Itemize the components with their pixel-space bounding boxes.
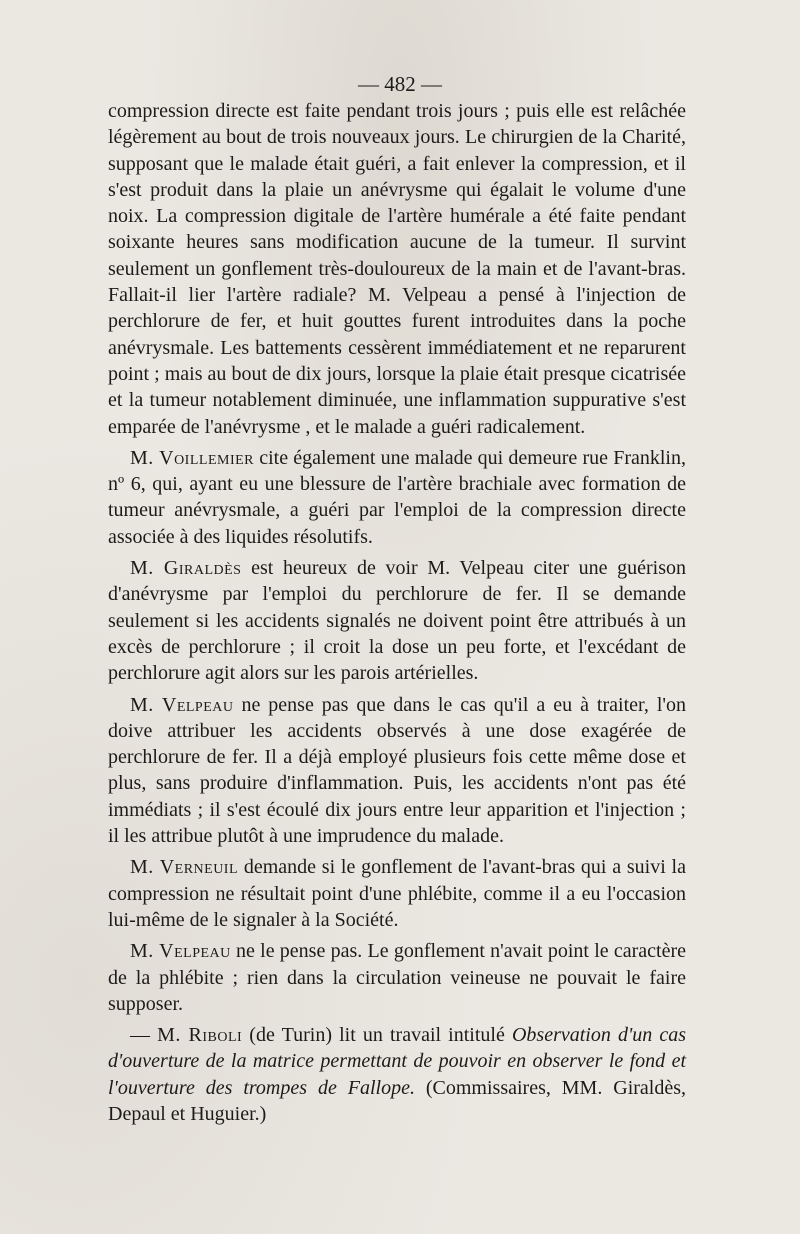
paragraph-7 bbox=[108, 1022, 686, 1127]
paragraph-text: (de Turin) lit un travail intitulé bbox=[242, 1024, 512, 1047]
speaker-name: M. Verneuil bbox=[130, 856, 239, 879]
work-title: Observation d'un cas d'ouverture de la matrice permettant de pouvoir en observer le fond et l'ouverture des trompes de Fallope. bbox=[108, 1024, 687, 1099]
paragraph-2 bbox=[108, 445, 686, 550]
speaker-name: M. Velpeau bbox=[130, 693, 234, 716]
paragraph-text: est heureux de voir M. Velpeau citer une guérison d'anévrysme par l'emploi du perchlorure de fer. Il se demande seulement si les accidents signalés ne doivent point être attribués à un excès de perchlorure ; il croit la dose un peu forte, et l'excédant de perchlorure agit alors sur les parois artérielles. bbox=[108, 557, 686, 685]
paragraph-5 bbox=[108, 854, 686, 933]
paragraph-3 bbox=[108, 555, 686, 686]
speaker-name: M. Velpeau bbox=[130, 940, 231, 963]
paragraph-text: ne le pense pas. Le gonflement n'avait point le caractère de la phlébite ; rien dans la circulation veineuse ne pouvait le faire supposer. bbox=[108, 940, 687, 1015]
paragraph-text: (Commissaires, MM. Giraldès, Depaul et Huguier.) bbox=[108, 1076, 687, 1125]
paragraph-1 bbox=[108, 98, 686, 440]
paragraph-6 bbox=[108, 938, 686, 1017]
paragraph-text: ne pense pas que dans le cas qu'il a eu à traiter, l'on doive attribuer les accidents observés à une dose exagérée de perchlorure de fer. Il a déjà employé plusieurs fois cette même dose et plus, sans produire d'inflammation. Puis, les accidents n'ont pas été immédiats ; il s'est écoulé dix jours entre leur apparition et l'injection ; il les attribue plutôt à une imprudence du malade. bbox=[108, 693, 686, 848]
speaker-name: M. Giraldès bbox=[130, 557, 242, 580]
page-number: — 482 — bbox=[358, 72, 442, 96]
body-text bbox=[108, 98, 686, 1127]
paragraph-text: compression directe est faite pendant trois jours ; puis elle est relâchée légèrement au bout de trois nouveaux jours. Le chirurgien de la Charité, supposant que le malade était guéri, a fait enlever la compression, et il s'est produit dans la plaie un anévrysme qui égalait le volume d'une noix. La compression digitale de l'artère humérale a été faite pendant soixante heures sans modification aucune de la tumeur. Il survint seulement un gonflement très-douloureux de la main et de l'avant-bras. Fallait-il lier l'artère radiale? M. Velpeau a pensé à l'injection de perchlorure de fer, et huit gouttes furent introduites dans la poche anévrysmale. Les battements cessèrent immédiatement et ne reparurent point ; mais au bout de dix jours, lorsque la plaie était presque cicatrisée et la tumeur notablement diminuée, une inflammation suppurative s'est emparée de l'anévrysme , et le malade a guéri radicalement. bbox=[108, 100, 686, 438]
dash: — bbox=[130, 1024, 158, 1047]
paragraph-text: cite également une malade qui demeure rue Franklin, nº 6, qui, ayant eu une blessure de l'artère brachiale avec formation de tumeur anévrysmale, a guéri par l'emploi de la compression directe associée à des liquides résolutifs. bbox=[108, 446, 686, 548]
speaker-name: M. Riboli bbox=[157, 1024, 243, 1047]
paragraph-text: demande si le gonflement de l'avant-bras qui a suivi la compression ne résultait point d'une phlébite, comme il a eu l'occasion lui-même de le signaler à la Société. bbox=[108, 856, 686, 931]
paragraph-4 bbox=[108, 692, 686, 850]
speaker-name: M. Voillemier bbox=[130, 446, 254, 469]
